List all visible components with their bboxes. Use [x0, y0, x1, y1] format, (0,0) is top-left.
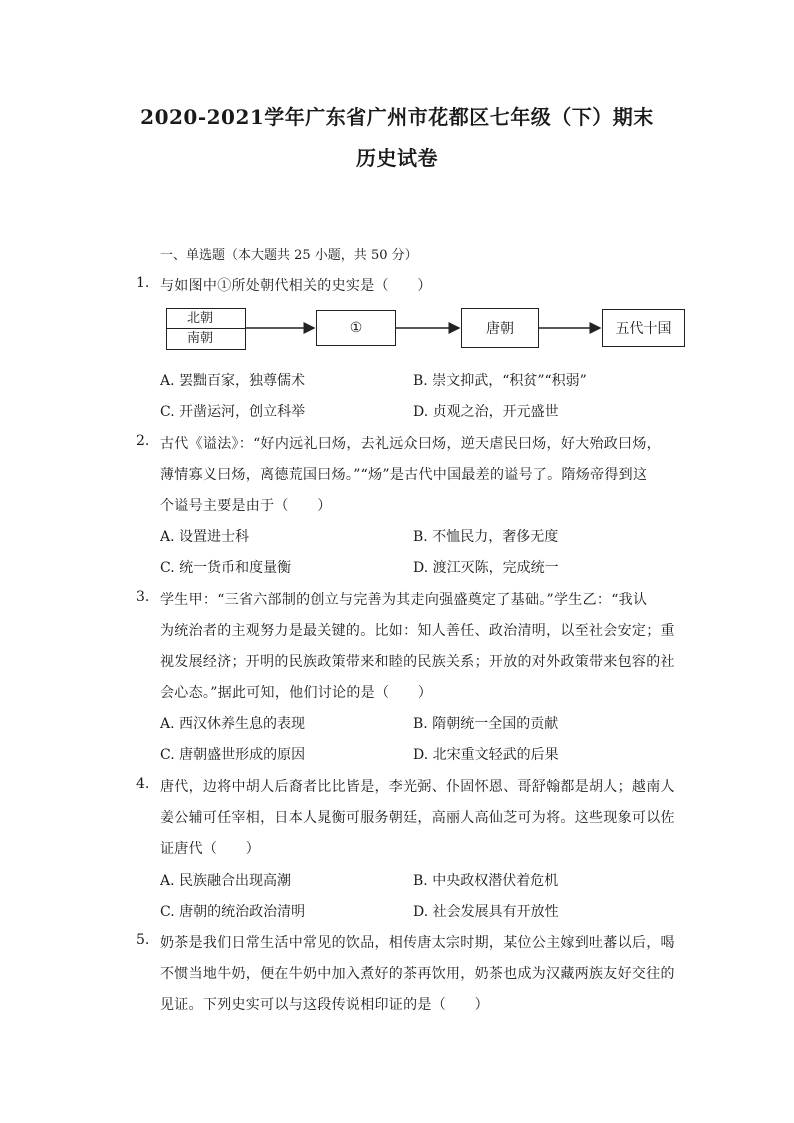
- question-3-option-c[interactable]: C. 唐朝盛世形成的原因: [160, 747, 306, 763]
- question-2-option-d[interactable]: D. 渡江灭陈，完成统一: [413, 560, 559, 576]
- exam-title-line1: 2020-2021学年广东省广州市花都区七年级（下）期末: [140, 105, 654, 129]
- question-number: 4.: [136, 776, 150, 792]
- section-heading: 一、单选题（本大题共 25 小题，共 50 分）: [160, 248, 418, 263]
- question-4-option-a[interactable]: A. 民族融合出现高潮: [160, 873, 292, 889]
- question-2-option-b[interactable]: B. 不恤民力，奢侈无度: [413, 529, 559, 545]
- question-text: 奶茶是我们日常生活中常见的饮品，相传唐太宗时期，某位公主嫁到吐蕃以后，喝: [160, 935, 675, 951]
- diagram-label-north: 北朝: [167, 309, 245, 329]
- question-1-option-d[interactable]: D. 贞观之治，开元盛世: [413, 404, 559, 420]
- question-text: 唐代，边将中胡人后裔者比比皆是，李光弼、仆固怀恩、哥舒翰都是胡人；越南人: [160, 779, 675, 795]
- question-4-option-b[interactable]: B. 中央政权潜伏着危机: [413, 873, 559, 889]
- question-number: 2.: [136, 433, 150, 449]
- question-text: 不惯当地牛奶，便在牛奶中加入煮好的茶再饮用，奶茶也成为汉藏两族友好交往的: [160, 966, 675, 982]
- question-number: 3.: [136, 589, 150, 605]
- question-text: 见证。下列史实可以与这段传说相印证的是（ ）: [160, 997, 489, 1013]
- question-number: 1.: [136, 275, 150, 291]
- question-text: 个谥号主要是由于（ ）: [160, 498, 332, 514]
- question-text: 古代《谥法》：“好内远礼曰炀，去礼远众曰炀，逆天虐民曰炀，好大殆政曰炀，: [160, 436, 661, 452]
- question-text: 姜公辅可任宰相，日本人晁衡可服务朝廷，高丽人高仙芝可为将。这些现象可以佐: [160, 810, 675, 826]
- question-4-option-c[interactable]: C. 唐朝的统治政治清明: [160, 904, 306, 920]
- question-3-option-d[interactable]: D. 北宋重文轻武的后果: [413, 747, 559, 763]
- question-2-option-c[interactable]: C. 统一货币和度量衡: [160, 560, 292, 576]
- question-1-option-c[interactable]: C. 开凿运河，创立科举: [160, 404, 306, 420]
- question-1-option-b[interactable]: B. 崇文抑武，“积贫”“积弱”: [413, 373, 587, 389]
- question-text: 会心态。”据此可知，他们讨论的是（ ）: [160, 685, 433, 701]
- diagram-box-blank: ①: [316, 310, 396, 346]
- question-3-option-a[interactable]: A. 西汉休养生息的表现: [160, 716, 306, 732]
- diagram-box-tang: 唐朝: [461, 308, 539, 348]
- question-text: 与如图中①所处朝代相关的史实是（ ）: [160, 278, 432, 294]
- question-4-option-d[interactable]: D. 社会发展具有开放性: [413, 904, 559, 920]
- exam-title-line2: 历史试卷: [356, 146, 438, 170]
- question-text: 证唐代（ ）: [160, 841, 261, 857]
- diagram-label-south: 南朝: [187, 331, 214, 346]
- question-number: 5.: [136, 932, 150, 948]
- question-text: 为统治者的主观努力是最关键的。比如：知人善任、政治清明，以至社会安定；重: [160, 623, 675, 639]
- diagram-box-five-dynasties: 五代十国: [602, 309, 685, 347]
- question-text: 学生甲：“三省六部制的创立与完善为其走向强盛奠定了基础。”学生乙：“我认: [160, 592, 648, 608]
- question-2-option-a[interactable]: A. 设置进士科: [160, 529, 250, 545]
- question-text: 薄情寡义曰炀，离德荒国曰炀。”“炀”是古代中国最差的谥号了。隋炀帝得到这: [160, 467, 648, 483]
- question-text: 视发展经济；开明的民族政策带来和睦的民族关系；开放的对外政策带来包容的社: [160, 654, 675, 670]
- question-1-option-a[interactable]: A. 罢黜百家，独尊儒术: [160, 373, 306, 389]
- question-3-option-b[interactable]: B. 隋朝统一全国的贡献: [413, 716, 559, 732]
